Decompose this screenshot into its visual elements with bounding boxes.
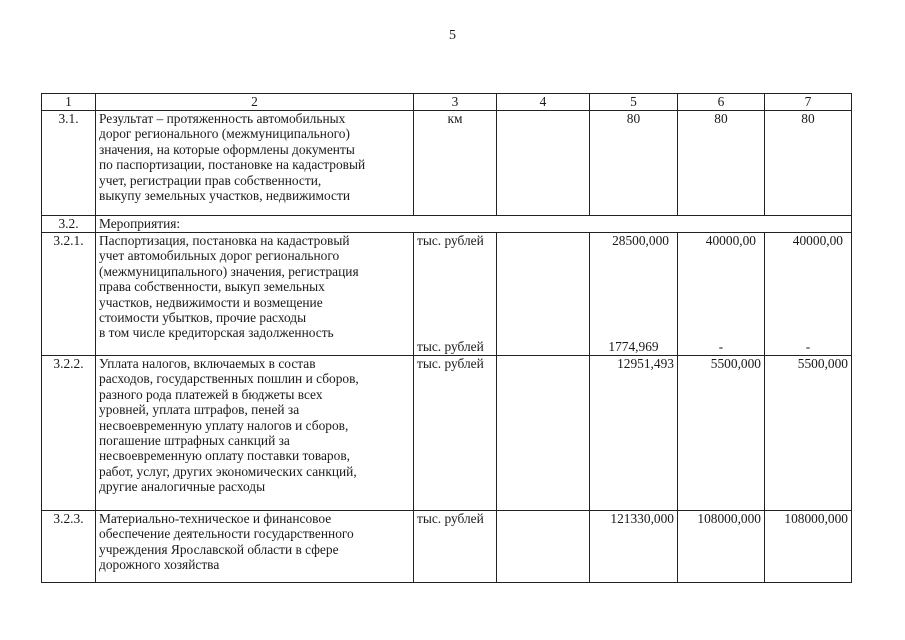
value-main: 40000,00 [705,233,756,248]
description-line: выкупу земельных участков, недвижимости [99,188,351,204]
description-line: стоимости убытков, прочие расходы [99,310,307,326]
description-line: значения, на которые оформлены документы [99,141,355,157]
row-description [96,111,414,216]
value-cell: 80 [765,111,852,216]
value-cell: 5500,000 [765,356,852,511]
description-line: права собственности, выкуп земельных [99,279,325,295]
table-row [42,511,852,583]
unit-label-sub: тыс. рублей [417,338,484,354]
header-cell: 1 [42,94,96,111]
table-row [42,233,852,356]
header-cell: 2 [96,94,414,111]
empty-cell [497,111,590,216]
header-cell: 6 [678,94,765,111]
unit-cell [414,233,497,356]
description-line: несвоевременную уплату налогов и сборов, [99,417,349,433]
value-sub: - [718,338,724,354]
description-line: погашение штрафных санкций за [99,433,290,449]
value-cell: 121330,000 [590,511,678,583]
value-main: 40000,00 [792,233,843,248]
header-cell: 3 [414,94,497,111]
description-line: расходов, государственных пошлин и сборов, [99,371,359,387]
description-line: в том числе кредиторская задолженность [99,325,334,341]
table-row [42,111,852,216]
value-sub: 1774,969 [608,338,659,354]
unit-cell: км [414,111,497,216]
description-line: Паспортизация, постановка на кадастровый [99,233,350,248]
section-heading: Мероприятия: [96,216,852,233]
value-cell: 80 [678,111,765,216]
page-number: 5 [449,28,456,43]
description-line: Уплата налогов, включаемых в состав [99,356,316,371]
row-number: 3.2.3. [42,511,96,583]
table-row [42,216,852,233]
row-description [96,356,414,511]
row-number: 3.2.1. [42,233,96,356]
value-cell: 80 [590,111,678,216]
value-sub: - [805,338,811,354]
value-cell [590,233,678,356]
description-line: учреждения Ярославской области в сфере [99,541,339,557]
value-main: 28500,000 [612,233,669,248]
value-cell: 108000,000 [765,511,852,583]
description-line: участков, недвижимости и возмещение [99,294,323,310]
value-cell [765,233,852,356]
table-row [42,356,852,511]
row-description [96,511,414,583]
header-row [42,94,852,111]
description-line: другие аналогичные расходы [99,479,266,495]
empty-cell [497,511,590,583]
description-line: по паспортизации, постановке на кадастровый [99,157,366,173]
description-line: работ, услуг, других экономических санкций, [99,463,357,479]
row-number: 3.2. [42,216,96,233]
header-cell: 7 [765,94,852,111]
description-line: разного рода платежей в бюджеты всех [99,386,323,402]
value-cell: 108000,000 [678,511,765,583]
unit-cell: тыс. рублей [414,356,497,511]
description-line: несвоевременную оплату поставки товаров, [99,448,350,464]
description-line: (межмуниципального) значения, регистрация [99,263,359,279]
row-description [96,233,414,356]
value-cell [678,233,765,356]
unit-cell: тыс. рублей [414,511,497,583]
header-cell: 5 [590,94,678,111]
description-line: дорог регионального (межмуниципального) [99,126,350,142]
description-line: Результат – протяженность автомобильных [99,111,346,126]
empty-cell [497,356,590,511]
program-table [41,93,852,583]
value-cell: 12951,493 [590,356,678,511]
description-line: учет автомобильных дорог регионального [99,248,340,264]
unit-label: тыс. рублей [417,233,484,248]
description-line: учет, регистрации прав собственности, [99,172,322,188]
header-cell: 4 [497,94,590,111]
description-line: дорожного хозяйства [99,557,220,573]
row-number: 3.1. [42,111,96,216]
description-line: Материально-техническое и финансовое [99,511,332,526]
value-cell: 5500,000 [678,356,765,511]
description-line: уровней, уплата штрафов, пеней за [99,402,300,418]
description-line: обеспечение деятельности государственного [99,526,354,542]
empty-cell [497,233,590,356]
row-number: 3.2.2. [42,356,96,511]
